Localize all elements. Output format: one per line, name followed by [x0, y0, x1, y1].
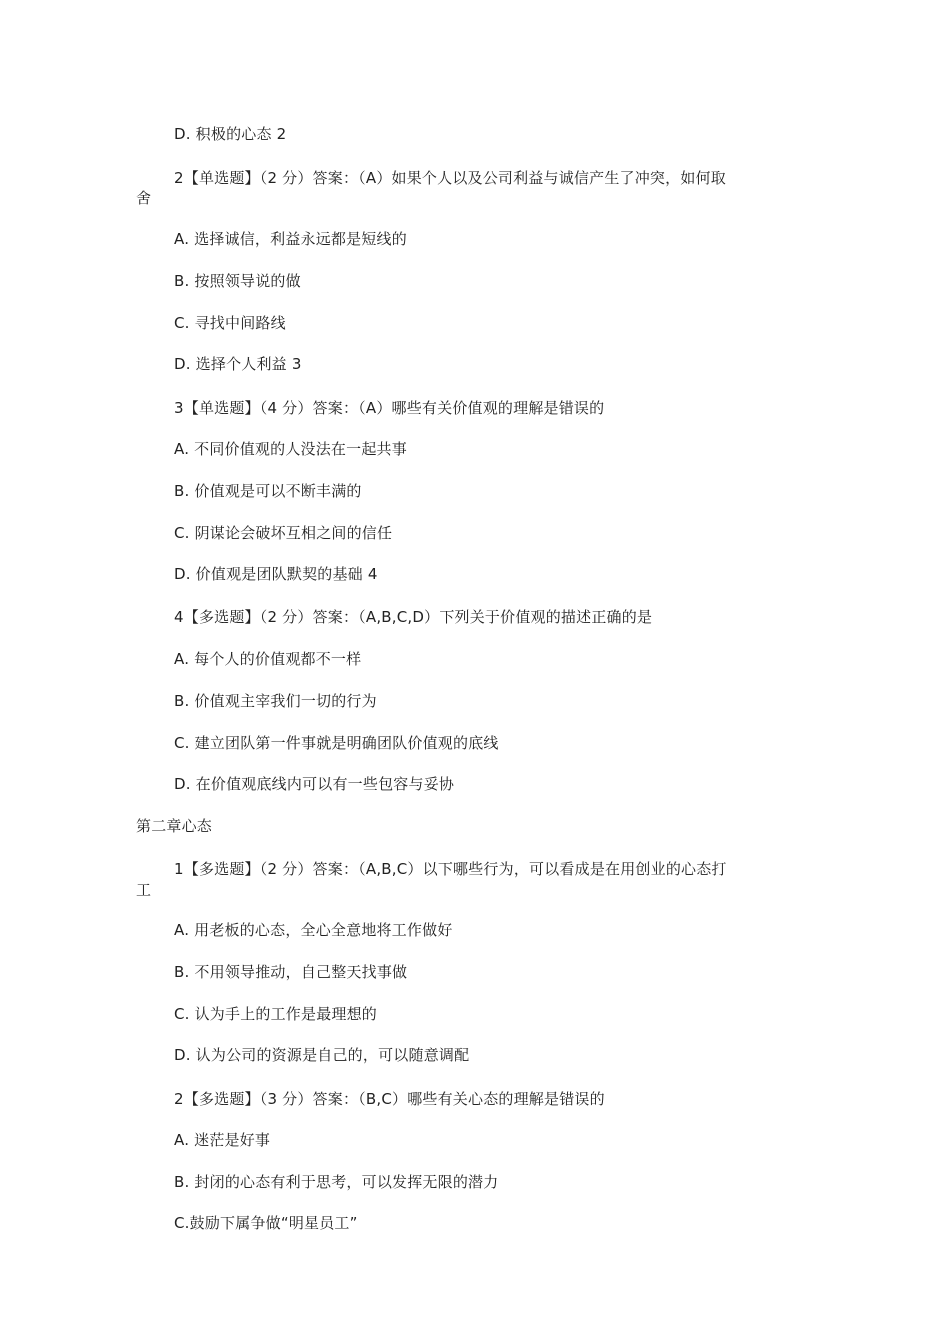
option-line: D. 认为公司的资源是自己的，可以随意调配 — [174, 1046, 470, 1064]
option-line: D. 在价值观底线内可以有一些包容与妥协 — [174, 775, 455, 793]
option-line: D. 选择个人利益 3 — [174, 355, 302, 373]
option-line: C.鼓励下属争做“明星员工” — [174, 1214, 358, 1232]
option-line: C. 认为手上的工作是最理想的 — [174, 1005, 378, 1023]
option-line: D. 价值观是团队默契的基础 4 — [174, 565, 378, 583]
option-line: C. 寻找中间路线 — [174, 314, 286, 332]
option-line: B. 按照领导说的做 — [174, 272, 301, 290]
option-line: A. 选择诚信，利益永远都是短线的 — [174, 230, 407, 248]
question-line: 1【多选题】（2 分）答案：（A,B,C）以下哪些行为，可以看成是在用创业的心态打 — [174, 860, 727, 878]
option-line: A. 每个人的价值观都不一样 — [174, 650, 362, 668]
option-line: C. 阴谋论会破坏互相之间的信任 — [174, 524, 393, 542]
question-line: 2【单选题】（2 分）答案：（A）如果个人以及公司利益与诚信产生了冲突，如何取 — [174, 169, 726, 187]
option-line: B. 价值观主宰我们一切的行为 — [174, 692, 377, 710]
question-line-wrap: 工 — [136, 881, 152, 899]
option-line: B. 封闭的心态有利于思考，可以发挥无限的潜力 — [174, 1173, 499, 1191]
question-line: 3【单选题】（4 分）答案：（A）哪些有关价值观的理解是错误的 — [174, 399, 605, 417]
option-line: A. 用老板的心态，全心全意地将工作做好 — [174, 921, 453, 939]
question-line: 2【多选题】（3 分）答案：（B,C）哪些有关心态的理解是错误的 — [174, 1090, 605, 1108]
option-line: D. 积极的心态 2 — [174, 125, 287, 143]
option-line: B. 价值观是可以不断丰满的 — [174, 482, 362, 500]
chapter-heading: 第二章心态 — [136, 817, 213, 835]
option-line: C. 建立团队第一件事就是明确团队价值观的底线 — [174, 734, 499, 752]
question-line-wrap: 舍 — [136, 189, 152, 207]
option-line: B. 不用领导推动，自己整天找事做 — [174, 963, 408, 981]
option-line: A. 迷茫是好事 — [174, 1131, 271, 1149]
question-line: 4【多选题】（2 分）答案：（A,B,C,D）下列关于价值观的描述正确的是 — [174, 608, 653, 626]
option-line: A. 不同价值观的人没法在一起共事 — [174, 440, 407, 458]
